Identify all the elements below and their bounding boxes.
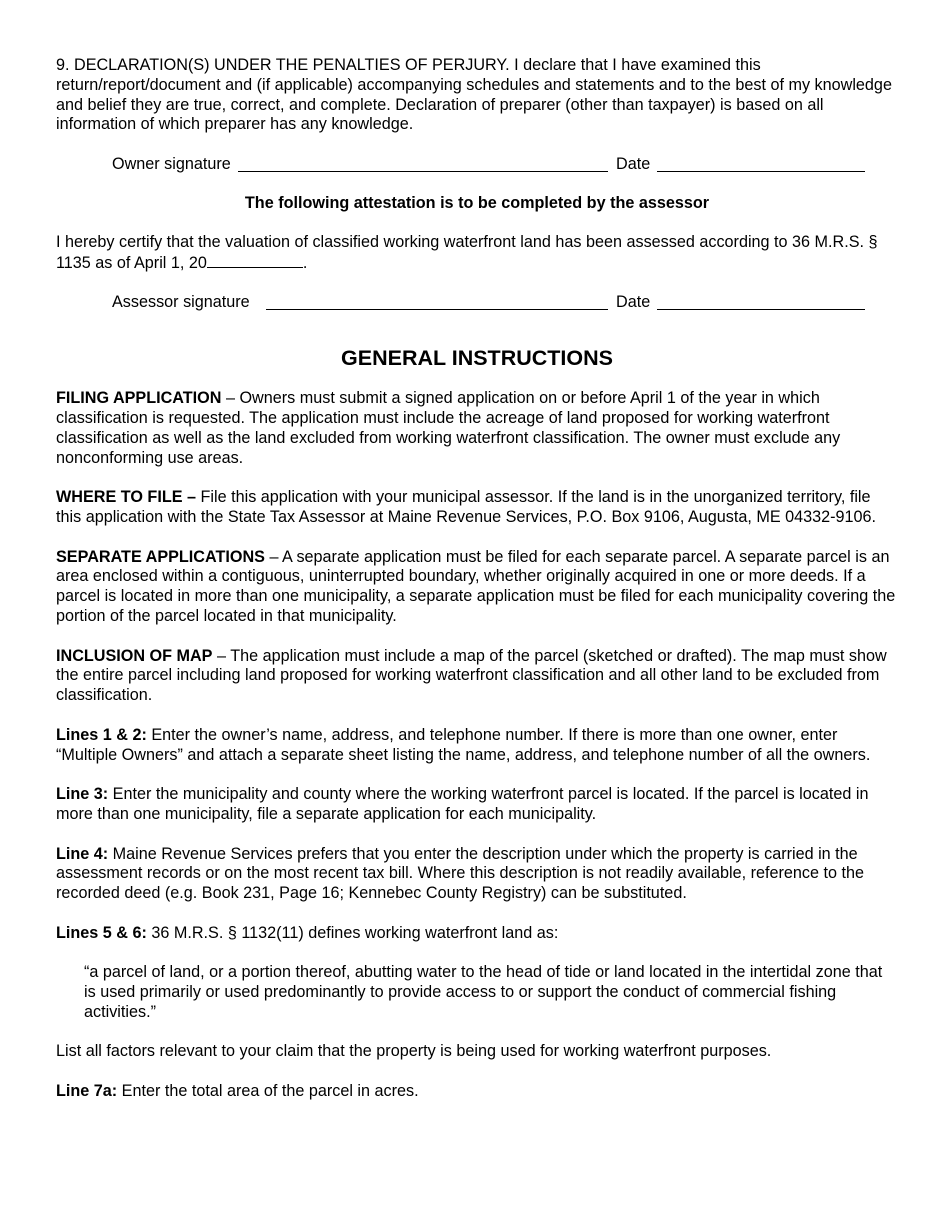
owner-signature-label: Owner signature xyxy=(112,154,231,173)
working-waterfront-definition-quote: “a parcel of land, or a portion thereof, abutting water to the head of tide or land located in the intertidal zone that is used primarily or used predominantly to provide access to or support the conduct of commercial fishing activities.” xyxy=(84,963,883,1021)
instruction-where-to-file xyxy=(56,488,898,528)
owner-signature-field[interactable] xyxy=(238,171,608,172)
instruction-text: – A separate application must be filed for each separate parcel. A separate parcel is an area enclosed within a contiguous, uninterrupted boundary, whether originally acquired in one or more deeds. If a parcel is located in more than one municipality, a separate application must be filed for each municipality covering the portion of the parcel located in that municipality. xyxy=(56,547,896,625)
assessor-date-field[interactable] xyxy=(657,309,865,310)
attestation-text-after: . xyxy=(302,253,308,272)
form-page xyxy=(56,56,898,1122)
instruction-term: Lines 5 & 6: xyxy=(56,923,147,942)
assessor-date-label: Date xyxy=(616,293,651,312)
instruction-text: Maine Revenue Services prefers that you enter the description under which the property is carried in the assessment records or on the most recent tax bill. Where this description is not readily available, reference to the recorded deed (e.g. Book 231, Page 16; Kennebec County Registry) can be substituted. xyxy=(56,844,864,903)
assessor-signature-field[interactable] xyxy=(266,309,608,310)
instruction-line-3 xyxy=(56,785,898,825)
declaration-text: 9. DECLARATION(S) UNDER THE PENALTIES OF PERJURY. I declare that I have examined this return/report/document and (if applicable) accompanying schedules and statements and to the best of my knowledge and belief they are true, correct, and complete. Declaration of preparer (other than taxpayer) is based on all information of which preparer has any knowledge. xyxy=(56,56,892,134)
assessor-signature-label: Assessor signature xyxy=(112,293,250,312)
assessor-signature-row xyxy=(56,293,898,313)
instruction-term: Line 3: xyxy=(56,785,109,804)
attestation-text xyxy=(56,233,898,274)
instruction-separate-applications xyxy=(56,548,898,627)
instruction-factors: List all factors relevant to your claim that the property is being used for working waterfront purposes. xyxy=(56,1042,772,1061)
instruction-text: 36 M.R.S. § 1132(11) defines working waterfront land as: xyxy=(146,923,559,942)
owner-date-label: Date xyxy=(616,154,651,173)
attestation-text-before: I hereby certify that the valuation of classified working waterfront land has been assessed according to 36 M.R.S. § 1135 as of April 1, 20 xyxy=(56,232,878,272)
instruction-term: Line 7a: xyxy=(56,1082,118,1101)
attestation-year-field[interactable] xyxy=(207,253,303,268)
instruction-term: SEPARATE APPLICATIONS xyxy=(56,547,265,566)
attestation-heading: The following attestation is to be completed by the assessor xyxy=(244,193,710,212)
instruction-text: Enter the owner’s name, address, and telephone number. If there is more than one owner, enter “Multiple Owners” and attach a separate sheet listing the name, address, and telephone number of all the owners. xyxy=(56,725,871,764)
instruction-text: File this application with your municipal assessor. If the land is in the unorganized territory, file this application with the State Tax Assessor at Maine Revenue Services, P.O. Box 9106, Augusta, ME 04332-9106. xyxy=(56,488,877,526)
instruction-text: Enter the total area of the parcel in acres. xyxy=(117,1082,419,1101)
instruction-text: Enter the municipality and county where the working waterfront parcel is located. If the parcel is located in more than one municipality, file a separate application for each municipality. xyxy=(56,785,869,823)
instruction-term: WHERE TO FILE – xyxy=(56,488,197,507)
instruction-term: FILING APPLICATION xyxy=(56,389,222,408)
instruction-text: – The application must include a map of the parcel (sketched or drafted). The map must show the entire parcel including land proposed for working waterfront classification and all other land to be excluded from classification. xyxy=(56,646,887,705)
instruction-term: Line 4: xyxy=(56,844,109,863)
instruction-term: INCLUSION OF MAP xyxy=(56,646,213,665)
instruction-line-4 xyxy=(56,845,898,904)
owner-signature-row xyxy=(56,155,898,175)
instruction-filing-application xyxy=(56,389,898,468)
instruction-term: Lines 1 & 2: xyxy=(56,725,147,744)
instruction-line-7a xyxy=(56,1082,898,1102)
general-instructions-title: GENERAL INSTRUCTIONS xyxy=(341,346,613,371)
instruction-inclusion-of-map xyxy=(56,647,898,706)
instruction-lines-5-6 xyxy=(56,924,898,944)
owner-date-field[interactable] xyxy=(657,171,865,172)
instruction-text: – Owners must submit a signed application on or before April 1 of the year in which classification is requested. The application must include the acreage of land proposed for working waterfront classification as well as the land excluded from working waterfront classification. The owner must exclude any nonconforming use areas. xyxy=(56,389,841,467)
instruction-lines-1-2 xyxy=(56,726,898,766)
